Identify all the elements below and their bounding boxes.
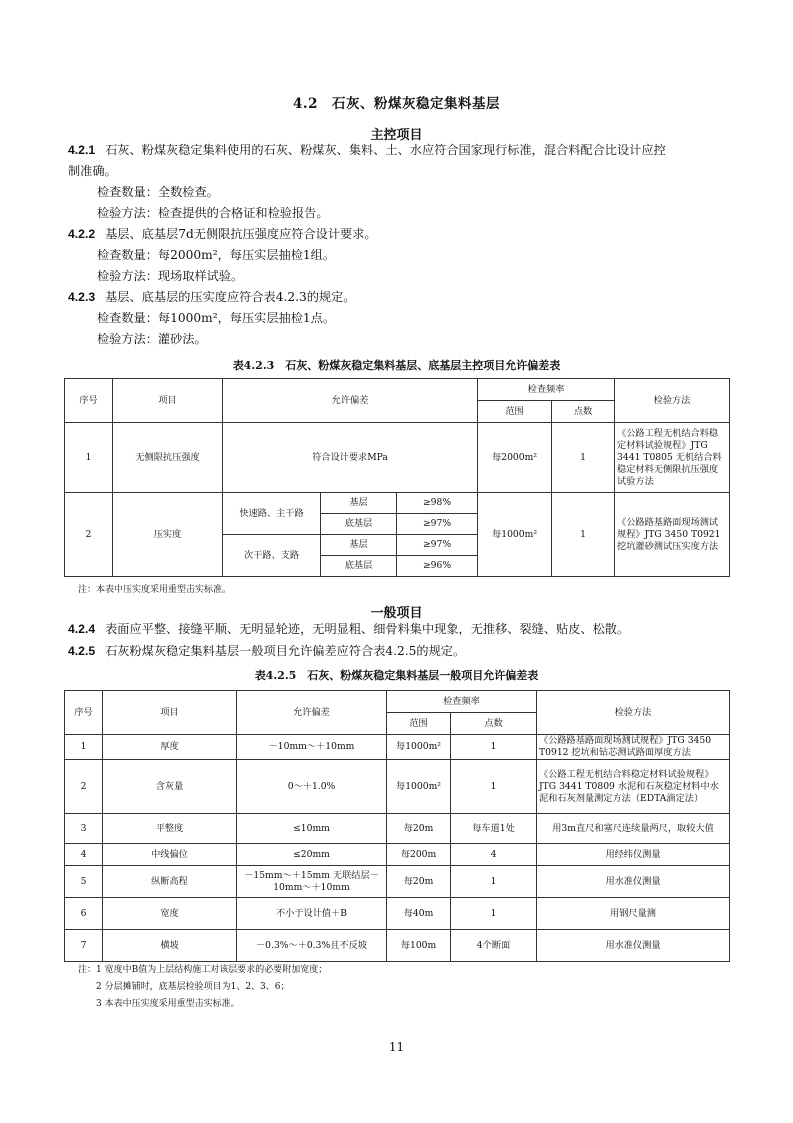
clause-number: 4.2.1 <box>68 143 96 157</box>
row-points: 1 <box>451 735 537 760</box>
table-4-2-3-caption: 表4.2.3 石灰、粉煤灰稳定集料基层、底基层主控项目允许偏差表 <box>232 359 561 372</box>
row-points: 1 <box>451 760 537 814</box>
header-tolerance: 允许偏差 <box>223 379 478 423</box>
row-method: 用钢尺量测 <box>537 898 730 930</box>
table-row <box>65 760 730 814</box>
row-points: 4个断面 <box>451 930 537 962</box>
table-note: 注：本表中压实度采用重型击实标准。 <box>78 585 232 595</box>
check-quantity: 检查数量：每1000m²，每压实层抽检1点。 <box>97 311 336 325</box>
row-tolerance: 不小于设计值＋B <box>237 898 387 930</box>
road-class: 次干路、支路 <box>223 535 321 577</box>
row-points: 每车道1处 <box>451 814 537 844</box>
check-quantity: 检查数量：全数检查。 <box>97 185 219 199</box>
clause-number: 4.2.2 <box>68 227 96 241</box>
table-row <box>65 898 730 930</box>
value: ≥97% <box>397 535 478 556</box>
header-no: 序号 <box>65 691 103 735</box>
clause-4-2-3 <box>68 287 728 308</box>
header-frequency: 检查频率 <box>478 379 615 401</box>
row-points: 1 <box>552 423 615 493</box>
clause-4-2-4 <box>68 619 728 640</box>
row-range: 每1000m² <box>387 735 451 760</box>
row-range: 每1000m² <box>387 760 451 814</box>
layer: 底基层 <box>321 514 397 535</box>
table-4-2-5-caption: 表4.2.5 石灰、粉煤灰稳定集料基层一般项目允许偏差表 <box>254 669 539 682</box>
section-title: 4.2 石灰、粉煤灰稳定集料基层 <box>293 96 500 112</box>
header-frequency: 检查频率 <box>387 691 537 713</box>
row-range: 每1000m² <box>478 493 552 577</box>
row-method: 《公路工程无机结合料稳定材料试验规程》JTG 3441 T0809 水泥和石灰稳定材料中水泥和石灰剂量测定方法（EDTA滴定法） <box>537 760 730 814</box>
row-method: 《公路路基路面现场测试规程》JTG 3450 T0921 挖坑灌砂测试压实度方法 <box>615 493 730 577</box>
row-no: 5 <box>65 866 103 898</box>
row-item: 厚度 <box>103 735 237 760</box>
clause-number: 4.2.4 <box>68 622 96 636</box>
header-item: 项目 <box>113 379 223 423</box>
table-4-2-3 <box>64 378 730 577</box>
general-items-heading: 一般项目 <box>370 606 423 621</box>
value: ≥96% <box>397 556 478 577</box>
row-range: 每200m <box>387 844 451 866</box>
row-no: 4 <box>65 844 103 866</box>
row-range: 每2000m² <box>478 423 552 493</box>
table-note: 2 分层摊铺时，底基层检验项目为1、2、3、6； <box>96 982 290 992</box>
row-no: 1 <box>65 423 113 493</box>
header-item: 项目 <box>103 691 237 735</box>
row-item: 无侧限抗压强度 <box>113 423 223 493</box>
header-method: 检验方法 <box>537 691 730 735</box>
check-method: 检验方法：现场取样试验。 <box>97 269 244 283</box>
row-item: 纵断高程 <box>103 866 237 898</box>
header-range: 范围 <box>387 713 451 735</box>
row-item: 横坡 <box>103 930 237 962</box>
clause-text: 石灰、粉煤灰稳定集料使用的石灰、粉煤灰、集料、土、水应符合国家现行标准，混合料配合比设计应控 <box>105 143 666 157</box>
row-no: 6 <box>65 898 103 930</box>
row-method: 用3m直尺和塞尺连续量两尺，取较大值 <box>537 814 730 844</box>
row-method: 用经纬仪测量 <box>537 844 730 866</box>
road-class: 快速路、主干路 <box>223 493 321 535</box>
row-tolerance: ≤20mm <box>237 844 387 866</box>
row-method: 《公路路基路面现场测试规程》JTG 3450 T0912 挖坑和钻芯测试路面厚度方法 <box>537 735 730 760</box>
table-row <box>65 844 730 866</box>
clause-4-2-2 <box>68 224 728 245</box>
row-no: 7 <box>65 930 103 962</box>
row-range: 每40m <box>387 898 451 930</box>
table-row <box>65 735 730 760</box>
check-quantity: 检查数量：每2000m²，每压实层抽检1组。 <box>97 248 336 262</box>
header-tolerance: 允许偏差 <box>237 691 387 735</box>
table-row <box>65 930 730 962</box>
header-method: 检验方法 <box>615 379 730 423</box>
layer: 底基层 <box>321 556 397 577</box>
row-tolerance: 0～＋1.0% <box>237 760 387 814</box>
row-range: 每100m <box>387 930 451 962</box>
table-row <box>65 423 730 493</box>
clause-text: 表面应平整、接缝平顺、无明显轮迹，无明显粗、细骨料集中现象，无推移、裂缝、贴皮、松散。 <box>105 622 630 636</box>
page-number: 11 <box>388 1040 405 1054</box>
row-method: 用水准仪测量 <box>537 866 730 898</box>
header-points: 点数 <box>552 401 615 423</box>
row-points: 1 <box>451 898 537 930</box>
row-item: 含灰量 <box>103 760 237 814</box>
header-range: 范围 <box>478 401 552 423</box>
table-note: 注：1 宽度中B值为上层结构施工对该层要求的必要附加宽度； <box>78 965 328 975</box>
layer: 基层 <box>321 493 397 514</box>
check-method: 检验方法：检查提供的合格证和检验报告。 <box>97 206 329 220</box>
check-method: 检验方法：灌砂法。 <box>97 332 207 346</box>
row-range: 每20m <box>387 814 451 844</box>
table-row <box>65 493 730 514</box>
clause-number: 4.2.5 <box>68 644 96 658</box>
value: ≥98% <box>397 493 478 514</box>
row-no: 2 <box>65 760 103 814</box>
row-item: 压实度 <box>113 493 223 577</box>
row-item: 中线偏位 <box>103 844 237 866</box>
row-tolerance: －0.3%～＋0.3%且不反坡 <box>237 930 387 962</box>
table-4-2-5 <box>64 690 730 962</box>
row-range: 每20m <box>387 866 451 898</box>
row-tolerance: －15mm～＋15mm 无联结层－10mm～＋10mm <box>237 866 387 898</box>
row-tolerance: ≤10mm <box>237 814 387 844</box>
row-points: 4 <box>451 844 537 866</box>
table-note: 3 本表中压实度采用重型击实标准。 <box>96 999 240 1009</box>
table-row <box>65 814 730 844</box>
clause-text: 石灰粉煤灰稳定集料基层一般项目允许偏差应符合表4.2.5的规定。 <box>105 644 466 658</box>
row-points: 1 <box>451 866 537 898</box>
clause-4-2-1 <box>68 140 728 161</box>
clause-text: 基层、底基层7d无侧限抗压强度应符合设计要求。 <box>105 227 377 241</box>
row-method: 《公路工程无机结合料稳定材料试验规程》JTG 3441 T0805 无机结合料稳定材料无侧限抗压强度试验方法 <box>615 423 730 493</box>
main-items-heading: 主控项目 <box>370 128 423 143</box>
row-no: 1 <box>65 735 103 760</box>
header-no: 序号 <box>65 379 113 423</box>
header-points: 点数 <box>451 713 537 735</box>
row-item: 宽度 <box>103 898 237 930</box>
row-method: 用水准仪测量 <box>537 930 730 962</box>
clause-number: 4.2.3 <box>68 290 96 304</box>
clause-4-2-5 <box>68 641 728 662</box>
table-row <box>65 866 730 898</box>
clause-4-2-1-cont: 制准确。 <box>68 164 117 178</box>
clause-text: 基层、底基层的压实度应符合表4.2.3的规定。 <box>105 290 356 304</box>
value: ≥97% <box>397 514 478 535</box>
row-no: 3 <box>65 814 103 844</box>
row-tolerance: 符合设计要求MPa <box>223 423 478 493</box>
row-item: 平整度 <box>103 814 237 844</box>
layer: 基层 <box>321 535 397 556</box>
row-tolerance: －10mm～＋10mm <box>237 735 387 760</box>
row-no: 2 <box>65 493 113 577</box>
row-points: 1 <box>552 493 615 577</box>
